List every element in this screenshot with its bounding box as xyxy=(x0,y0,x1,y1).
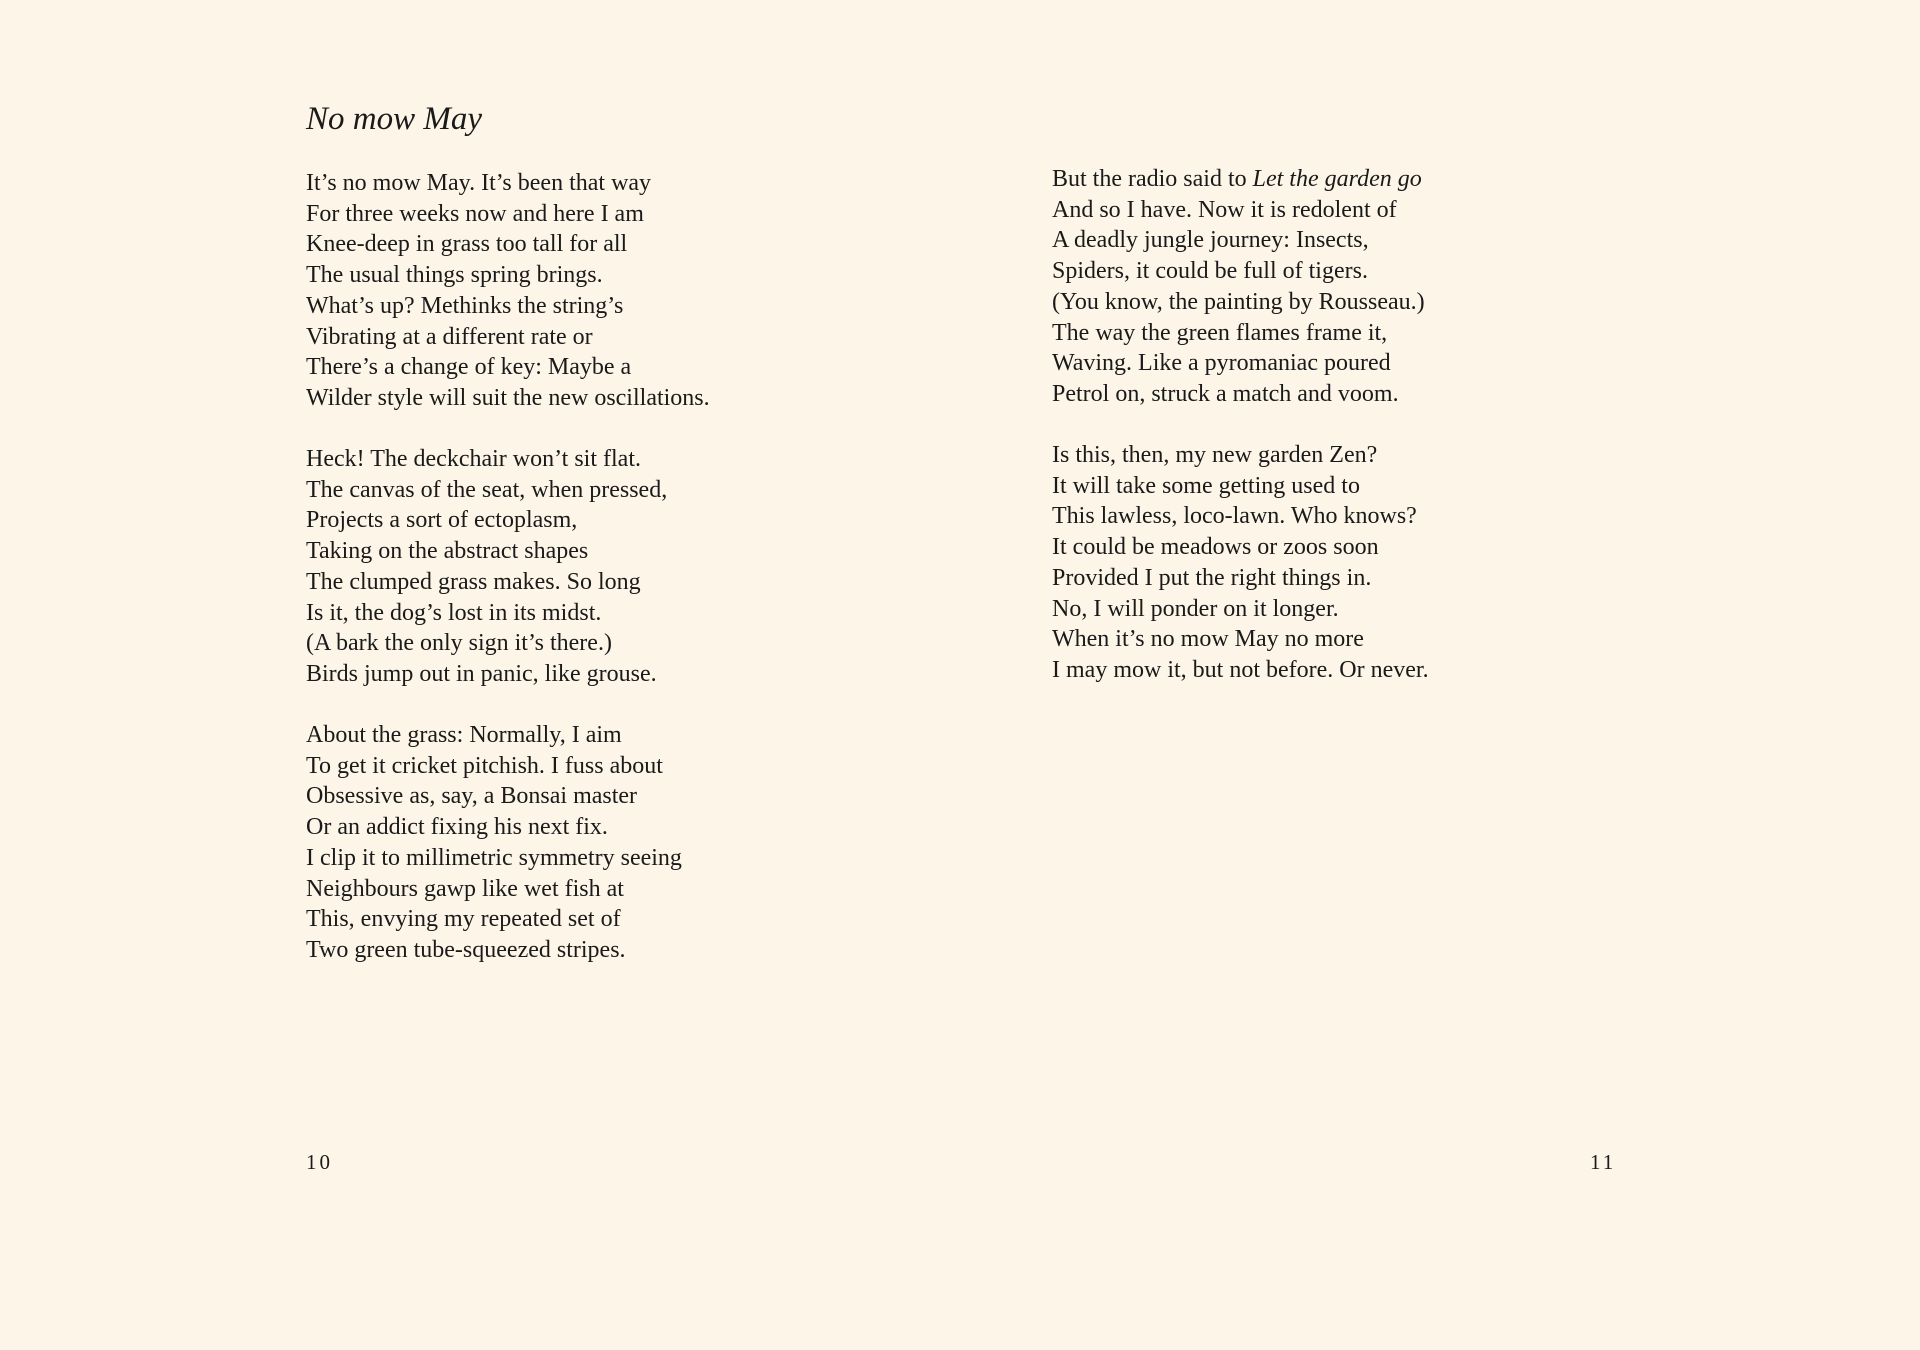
poem-line: Birds jump out in panic, like grouse. xyxy=(306,660,657,687)
poem-line: It will take some getting used to xyxy=(1052,472,1360,499)
poem-line: To get it cricket pitchish. I fuss about xyxy=(306,752,663,779)
poem-line: There’s a change of key: Maybe a xyxy=(306,354,632,381)
stanza xyxy=(1052,164,1425,410)
poem-line: The canvas of the seat, when pressed, xyxy=(306,476,668,503)
page-number-left: 10 xyxy=(306,1150,333,1174)
stanza xyxy=(306,444,667,690)
poem-line-text: But the radio said to xyxy=(1052,166,1253,192)
poem-line: Knee-deep in grass too tall for all xyxy=(306,231,628,258)
poem-line: Vibrating at a different rate or xyxy=(306,323,593,350)
poem-line xyxy=(1052,164,1425,195)
poem-line: For three weeks now and here I am xyxy=(306,200,644,227)
italic-quote: Let the garden go xyxy=(1252,166,1422,192)
poem-line: (You know, the painting by Rousseau.) xyxy=(1052,288,1425,315)
poem-line: Petrol on, struck a match and voom. xyxy=(1052,380,1399,407)
poem-line: Two green tube-squeezed stripes. xyxy=(306,936,626,963)
poem-line: Or an addict fixing his next fix. xyxy=(306,814,608,841)
poem-line: The clumped grass makes. So long xyxy=(306,568,641,595)
poem-line: And so I have. Now it is redolent of xyxy=(1052,196,1397,223)
poem-line: Neighbours gawp like wet fish at xyxy=(306,875,624,902)
poem-line: It could be meadows or zoos soon xyxy=(1052,534,1379,561)
poem-line: When it’s no mow May no more xyxy=(1052,626,1364,653)
page-number-right: 11 xyxy=(1590,1150,1617,1174)
poem-line: No, I will ponder on it longer. xyxy=(1052,595,1339,622)
poem-line: Heck! The deckchair won’t sit flat. xyxy=(306,446,641,472)
poem-line: Provided I put the right things in. xyxy=(1052,564,1372,591)
poem-line: Is this, then, my new garden Zen? xyxy=(1052,442,1378,468)
poem-line: Spiders, it could be full of tigers. xyxy=(1052,258,1368,285)
poem-line: Wilder style will suit the new oscillations. xyxy=(306,384,710,411)
poem-line: Is it, the dog’s lost in its midst. xyxy=(306,599,602,626)
poem-line: (A bark the only sign it’s there.) xyxy=(306,630,612,657)
poem-line: This lawless, loco-lawn. Who knows? xyxy=(1052,503,1417,530)
right-page xyxy=(960,0,1920,1350)
poem-line: Taking on the abstract shapes xyxy=(306,538,589,565)
poem-line: Obsessive as, say, a Bonsai master xyxy=(306,783,638,810)
stanza xyxy=(1052,440,1429,686)
poem-line: About the grass: Normally, I aim xyxy=(306,722,622,748)
poem-line: Waving. Like a pyromaniac poured xyxy=(1052,350,1391,377)
stanza xyxy=(306,168,710,414)
poem-line: The usual things spring brings. xyxy=(306,262,603,289)
poem-title: No mow May xyxy=(306,101,482,137)
stanza xyxy=(306,720,682,966)
poem-line: What’s up? Methinks the string’s xyxy=(306,292,624,319)
poem-line: Projects a sort of ectoplasm, xyxy=(306,507,578,534)
poem-line: This, envying my repeated set of xyxy=(306,906,621,933)
poem-line: I clip it to millimetric symmetry seeing xyxy=(306,844,682,871)
poem-line: A deadly jungle journey: Insects, xyxy=(1052,227,1369,254)
poem-line: I may mow it, but not before. Or never. xyxy=(1052,656,1429,683)
poem-line: The way the green flames frame it, xyxy=(1052,319,1388,346)
poem-line: It’s no mow May. It’s been that way xyxy=(306,170,652,196)
